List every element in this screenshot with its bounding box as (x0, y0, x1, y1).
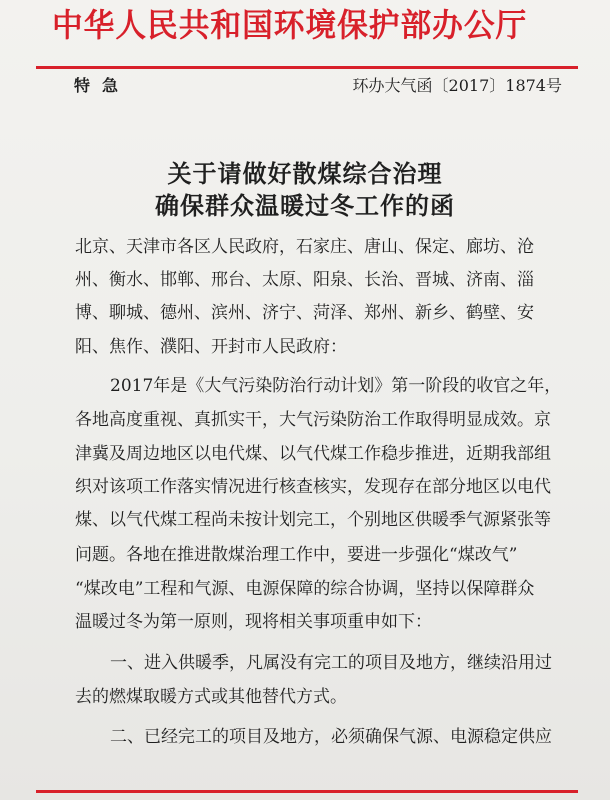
body-line: 北京、天津市各区人民政府，石家庄、唐山、保定、廊坊、沧 (75, 237, 534, 257)
body-line: 阳、焦作、濮阳、开封市人民政府： (75, 337, 347, 357)
document-number: 环办大气函〔2017〕1874号 (352, 76, 562, 95)
title-line-2: 确保群众温暖过冬工作的函 (155, 192, 455, 220)
body-line: 织对该项工作落实情况进行核查核实，发现存在部分地区以电代 (75, 477, 551, 497)
body-line: 问题。各地在推进散煤治理工作中，要进一步强化“煤改气” (75, 545, 518, 565)
body-line: 2017年是《大气污染防治行动计划》第一阶段的收官之年， (110, 376, 562, 396)
body-line: 津冀及周边地区以电代煤、以气代煤工作稳步推进，近期我部组 (75, 444, 551, 464)
body-line: 一、进入供暖季，凡属没有完工的项目及地方，继续沿用过 (110, 653, 552, 673)
body-line: 各地高度重视、真抓实干，大气污染防治工作取得明显成效。京 (75, 410, 551, 430)
issuer-header: 中华人民共和国环境保护部办公厅 (52, 6, 528, 44)
title-line-1: 关于请做好散煤综合治理 (167, 160, 443, 188)
body-line: 去的燃煤取暖方式或其他替代方式。 (75, 687, 347, 707)
body-line: 煤、以气代煤工程尚未按计划完工，个别地区供暖季气源紧张等 (75, 510, 551, 530)
body-line: 州、衡水、邯郸、邢台、太原、阳泉、长治、晋城、济南、淄 (75, 270, 534, 290)
body-line: 二、已经完工的项目及地方，必须确保气源、电源稳定供应 (110, 727, 552, 747)
body-line: 温暖过冬为第一原则，现将相关事项重申如下： (75, 612, 432, 632)
red-divider-bottom (36, 790, 578, 793)
body-line: “煤改电”工程和气源、电源保障的综合协调，坚持以保障群众 (75, 579, 535, 599)
red-divider-top (36, 66, 578, 69)
body-line: 博、聊城、德州、滨州、济宁、菏泽、郑州、新乡、鹤壁、安 (75, 303, 534, 323)
urgency-label: 特急 (74, 76, 131, 95)
